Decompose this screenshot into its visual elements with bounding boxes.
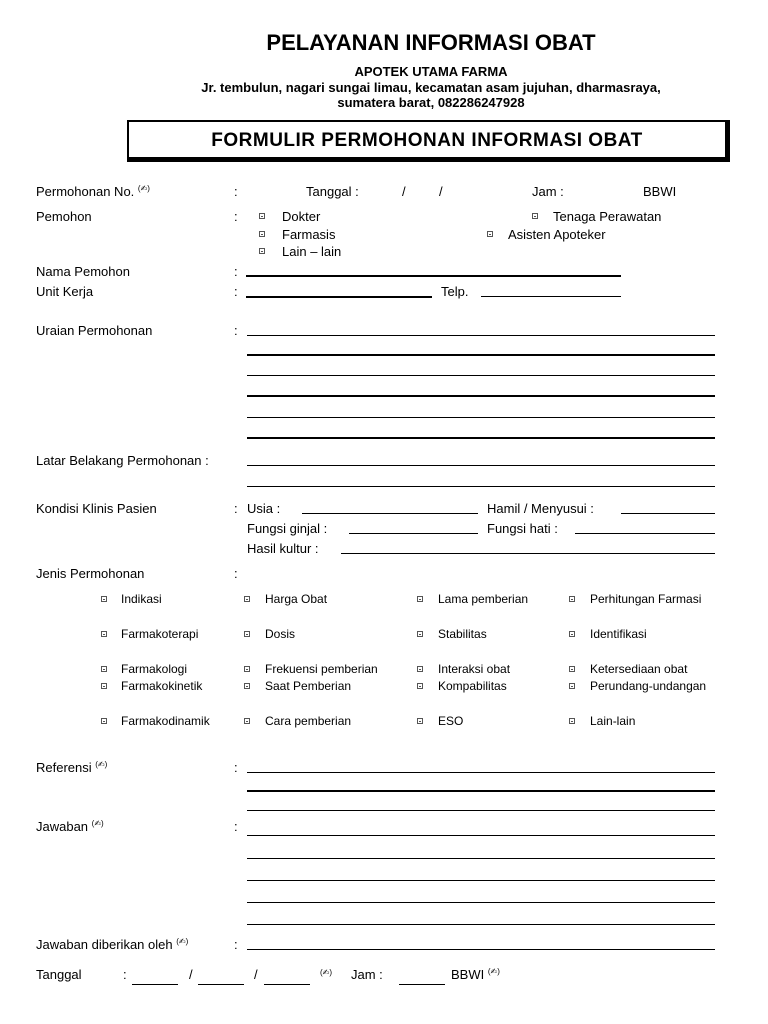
checkbox-dokter[interactable] [259, 213, 265, 219]
checkbox-frekuensi-pemberian[interactable] [244, 666, 250, 672]
checkbox-kompabilitas[interactable] [417, 683, 423, 689]
option-ketersediaan-obat: Ketersediaan obat [590, 662, 688, 676]
date-slash: / [402, 184, 406, 199]
referensi-line[interactable] [247, 772, 715, 773]
address-line-1: Jr. tembulun, nagari sungai limau, kecamatan asam jujuhan, dharmasraya, [201, 80, 661, 95]
fungsi-hati-label: Fungsi hati : [487, 521, 558, 536]
option-frekuensi-pemberian: Frekuensi pemberian [265, 662, 378, 676]
tanggal-month-field[interactable] [198, 984, 244, 985]
fungsi-ginjal-label: Fungsi ginjal : [247, 521, 328, 536]
fungsi-hati-field[interactable] [575, 533, 715, 534]
jawaban-oleh-label: Jawaban diberikan oleh (✍) [36, 937, 189, 952]
option-tenaga-perawatan: Tenaga Perawatan [553, 209, 662, 224]
usia-field[interactable] [302, 513, 478, 514]
option-perundang-undangan: Perundang-undangan [590, 679, 707, 693]
pen-icon: (✍) [95, 760, 108, 769]
tanggal-year-field[interactable] [264, 984, 310, 985]
option-farmakologi: Farmakologi [121, 662, 188, 676]
telp-label: Telp. [441, 284, 469, 299]
checkbox-lain-lain[interactable] [259, 248, 265, 254]
pen-icon: (✍) [487, 967, 500, 976]
referensi-line[interactable] [247, 790, 715, 792]
uraian-line[interactable] [247, 335, 715, 336]
checkbox-lama-pemberian[interactable] [417, 596, 423, 602]
uraian-line[interactable] [247, 375, 715, 376]
option-eso: ESO [438, 714, 464, 728]
tanggal-bottom-label: Tanggal [36, 967, 82, 982]
unit-kerja-field[interactable] [246, 296, 432, 298]
colon: : [234, 937, 238, 952]
option-cara-pemberian: Cara pemberian [265, 714, 352, 728]
checkbox-identifikasi[interactable] [569, 631, 575, 637]
jawaban-line[interactable] [247, 880, 715, 881]
fungsi-ginjal-field[interactable] [349, 533, 478, 534]
hasil-kultur-label: Hasil kultur : [247, 541, 319, 556]
option-farmasis: Farmasis [282, 227, 336, 242]
jam-label: Jam : [532, 184, 564, 199]
latar-belakang-label: Latar Belakang Permohonan : [36, 453, 209, 468]
option-saat-pemberian: Saat Pemberian [265, 679, 352, 693]
checkbox-ketersediaan-obat[interactable] [569, 666, 575, 672]
checkbox-farmasis[interactable] [259, 231, 265, 237]
option-lama-pemberian: Lama pemberian [438, 592, 529, 606]
date-slash: / [254, 967, 258, 982]
jawaban-line[interactable] [247, 902, 715, 903]
option-dosis: Dosis [265, 627, 296, 641]
colon: : [234, 566, 238, 581]
option-farmakoterapi: Farmakoterapi [121, 627, 199, 641]
colon: : [234, 209, 238, 224]
uraian-line[interactable] [247, 417, 715, 418]
pen-icon: (✍) [137, 184, 150, 193]
checkbox-dosis[interactable] [244, 631, 250, 637]
form-title: FORMULIR PERMOHONAN INFORMASI OBAT [211, 130, 643, 151]
option-lain-lain: Lain – lain [282, 244, 342, 259]
jawaban-line[interactable] [247, 858, 715, 859]
checkbox-farmakoterapi[interactable] [101, 631, 107, 637]
tanggal-label: Tanggal : [306, 184, 359, 199]
uraian-line[interactable] [247, 437, 715, 439]
colon: : [234, 184, 238, 199]
option-farmakodinamik: Farmakodinamik [121, 714, 210, 728]
pemohon-label: Pemohon [36, 209, 92, 224]
jawaban-line[interactable] [247, 924, 715, 925]
pen-icon: (✍) [320, 968, 333, 977]
telp-field[interactable] [481, 296, 621, 297]
checkbox-farmakologi[interactable] [101, 666, 107, 672]
date-slash: / [439, 184, 443, 199]
uraian-line[interactable] [247, 395, 715, 397]
checkbox-tenaga-perawatan[interactable] [532, 213, 538, 219]
latar-line[interactable] [247, 465, 715, 466]
pen-icon: (✍) [91, 819, 104, 828]
checkbox-perundang-undangan[interactable] [569, 683, 575, 689]
option-perhitungan-farmasi: Perhitungan Farmasi [590, 592, 702, 606]
option-interaksi-obat: Interaksi obat [438, 662, 511, 676]
checkbox-interaksi-obat[interactable] [417, 666, 423, 672]
referensi-line[interactable] [247, 810, 715, 811]
colon: : [234, 323, 238, 338]
hasil-kultur-field[interactable] [341, 553, 715, 554]
referensi-label: Referensi (✍) [36, 760, 108, 775]
kondisi-klinis-label: Kondisi Klinis Pasien [36, 501, 157, 516]
address-line-2: sumatera barat, 082286247928 [337, 95, 525, 110]
option-kompabilitas: Kompabilitas [438, 679, 507, 693]
form-title-box [127, 120, 730, 162]
option-lain-lain-jenis: Lain-lain [590, 714, 636, 728]
page-title: PELAYANAN INFORMASI OBAT [266, 30, 596, 55]
unit-kerja-label: Unit Kerja [36, 284, 94, 299]
bbwi-label: BBWI [643, 184, 677, 199]
checkbox-saat-pemberian[interactable] [244, 683, 250, 689]
checkbox-asisten-apoteker[interactable] [487, 231, 493, 237]
uraian-permohonan-label: Uraian Permohonan [36, 323, 153, 338]
jawaban-line[interactable] [247, 835, 715, 836]
checkbox-lain-lain-jenis[interactable] [569, 718, 575, 724]
checkbox-farmakokinetik[interactable] [101, 683, 107, 689]
checkbox-perhitungan-farmasi[interactable] [569, 596, 575, 602]
colon: : [234, 760, 238, 775]
checkbox-farmakodinamik[interactable] [101, 718, 107, 724]
colon: : [234, 264, 238, 279]
jam-bottom-field[interactable] [399, 984, 445, 985]
colon: : [123, 967, 127, 982]
colon: : [234, 819, 238, 834]
option-indikasi: Indikasi [121, 592, 162, 606]
uraian-line[interactable] [247, 354, 715, 356]
usia-label: Usia : [247, 501, 281, 516]
checkbox-cara-pemberian[interactable] [244, 718, 250, 724]
permohonan-no-label: Permohonan No. (✍) [36, 184, 150, 199]
option-dokter: Dokter [282, 209, 321, 224]
jenis-permohonan-label: Jenis Permohonan [36, 566, 145, 581]
jam-bottom-label: Jam : [351, 967, 383, 982]
jawaban-label: Jawaban (✍) [36, 819, 104, 834]
jawaban-oleh-field[interactable] [247, 949, 715, 950]
checkbox-harga-obat[interactable] [244, 596, 250, 602]
checkbox-stabilitas[interactable] [417, 631, 423, 637]
checkbox-indikasi[interactable] [101, 596, 107, 602]
option-farmakokinetik: Farmakokinetik [121, 679, 203, 693]
option-asisten-apoteker: Asisten Apoteker [508, 227, 606, 242]
option-identifikasi: Identifikasi [590, 627, 647, 641]
nama-pemohon-label: Nama Pemohon [36, 264, 130, 279]
hamil-field[interactable] [621, 513, 715, 514]
hamil-label: Hamil / Menyusui : [487, 501, 594, 516]
tanggal-day-field[interactable] [132, 984, 178, 985]
pharmacy-name: APOTEK UTAMA FARMA [354, 64, 508, 79]
nama-pemohon-field[interactable] [246, 275, 621, 277]
colon: : [234, 501, 238, 516]
bbwi-bottom-label: BBWI (✍) [451, 967, 500, 982]
option-stabilitas: Stabilitas [438, 627, 487, 641]
colon: : [234, 284, 238, 299]
date-slash: / [189, 967, 193, 982]
checkbox-eso[interactable] [417, 718, 423, 724]
pen-icon: (✍) [176, 937, 189, 946]
latar-line[interactable] [247, 486, 715, 487]
option-harga-obat: Harga Obat [265, 592, 328, 606]
